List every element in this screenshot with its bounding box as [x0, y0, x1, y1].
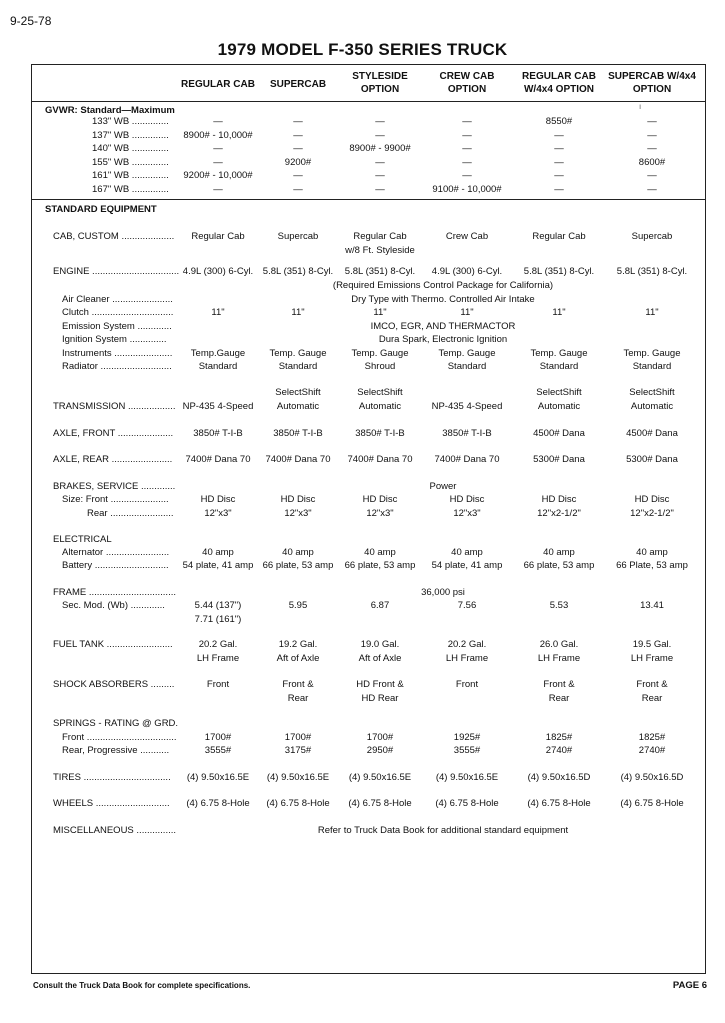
row-cell: 11": [460, 307, 474, 318]
row-cell: 12"x3": [366, 508, 394, 519]
row-cell: Automatic: [630, 401, 674, 412]
gvwr-cell: —: [462, 170, 472, 181]
row-cell: 54 plate, 41 amp: [431, 560, 503, 571]
row-cell: Front: [455, 679, 479, 690]
row-cell: 11": [552, 307, 566, 318]
gvwr-cell: —: [293, 170, 303, 181]
row-cell: 40 amp: [282, 547, 314, 558]
row-cell: 12"x2-1/2": [630, 508, 674, 519]
gvwr-row-label: 137" WB ..............: [92, 129, 169, 141]
row-cell: (4) 9.50x16.5E: [266, 772, 330, 783]
row-cell: (4) 6.75 8-Hole: [435, 798, 499, 809]
row-label: Size: Front ......................: [62, 494, 169, 505]
row-label: SHOCK ABSORBERS .........: [53, 679, 175, 690]
row-cell: 40 amp: [202, 547, 234, 558]
gvwr-cell: —: [375, 170, 385, 181]
row-cell: 5300# Dana: [533, 454, 585, 465]
gvwr-cell: —: [213, 183, 223, 195]
row-cell: (4) 9.50x16.5D: [527, 772, 591, 783]
row-cell: (4) 9.50x16.5E: [186, 772, 250, 783]
row-cell: 2740#: [638, 745, 666, 756]
row-cell: 12"x2-1/2": [537, 508, 581, 519]
gvwr-cell: 8600#: [638, 156, 666, 168]
row-cell: 54 plate, 41 amp: [182, 560, 254, 571]
row-label: Front ..................................: [62, 732, 177, 743]
row-cell: 1700#: [204, 732, 232, 743]
row-span-text: Refer to Truck Data Book for additional standard equipment: [317, 825, 569, 836]
row-cell: 3850# T-I-B: [193, 428, 243, 439]
gvwr-cell: 8900# - 9900#: [349, 143, 411, 154]
row-cell: 2740#: [545, 745, 573, 756]
row-cell: 5.8L (351) 8-Cyl.: [262, 266, 334, 277]
row-cell: (4) 9.50x16.5D: [620, 772, 684, 783]
row-cell: 3850# T-I-B: [442, 428, 492, 439]
row-label: Battery ............................: [62, 560, 169, 571]
gvwr-row-label: 133" WB ..............: [92, 116, 169, 127]
row-label: SPRINGS - RATING @ GRD.: [53, 718, 179, 729]
row-span-text: Power: [429, 481, 457, 492]
row-cell: HD Disc: [200, 494, 236, 505]
row-cell: Supercab: [277, 231, 319, 242]
row-label: Rear, Progressive ...........: [62, 745, 170, 756]
gvwr-cell: —: [293, 116, 303, 127]
gvwr-cell: 9200#: [284, 156, 312, 168]
row-cell: HD Disc: [449, 494, 485, 505]
row-cell: 7400# Dana 70: [347, 454, 413, 465]
row-cell: 12"x3": [453, 508, 481, 519]
row-cell: 7400# Dana 70: [265, 454, 331, 465]
row-cell: 13.41: [640, 600, 664, 611]
row-label: Alternator ........................: [62, 547, 170, 558]
column-header: REGULAR CAB: [181, 79, 255, 90]
row-cell: HD Front & HD Rear: [356, 679, 404, 704]
page-number: PAGE 6: [672, 980, 707, 991]
row-cell: 1700#: [284, 732, 312, 743]
column-header: CREW CAB OPTION: [439, 71, 495, 95]
row-cell: 40 amp: [364, 547, 396, 558]
row-label: Air Cleaner .......................: [62, 294, 173, 305]
row-label: Sec. Mod. (Wb) .............: [62, 600, 165, 611]
gvwr-cell: —: [647, 116, 657, 127]
row-cell: 7400# Dana 70: [185, 454, 251, 465]
row-cell: (4) 6.75 8-Hole: [186, 798, 250, 809]
page-title: 1979 MODEL F-350 SERIES TRUCK: [217, 40, 508, 59]
gvwr-divider: [31, 199, 706, 200]
row-cell: 1825#: [545, 732, 573, 743]
row-cell: 5.8L (351) 8-Cyl.: [523, 266, 595, 277]
row-cell: 40 amp: [636, 547, 668, 558]
row-cell: 26.0 Gal. LH Frame: [537, 639, 581, 664]
footer-note: Consult the Truck Data Book for complete specifications.: [33, 981, 251, 990]
row-cell: 11": [211, 307, 225, 318]
row-label: AXLE, REAR .......................: [53, 454, 173, 465]
gvwr-cell: —: [462, 143, 472, 154]
row-label: Clutch ...............................: [62, 307, 174, 318]
row-cell: 5.53: [549, 600, 569, 611]
row-cell: HD Disc: [362, 494, 398, 505]
column-header: SUPERCAB W/4x4 OPTION: [608, 71, 696, 95]
gvwr-cell: 9100# - 10,000#: [432, 183, 502, 195]
column-header: STYLESIDE OPTION: [352, 71, 408, 95]
row-cell: Automatic: [537, 401, 581, 412]
gvwr-cell: —: [462, 129, 472, 141]
gvwr-cell: —: [293, 143, 303, 154]
row-cell: Temp. Gauge: [438, 348, 496, 359]
row-span-text: (Required Emissions Control Package for California): [332, 280, 554, 291]
row-cell: 4.9L (300) 6-Cyl.: [431, 266, 503, 277]
row-cell: 4500# Dana: [626, 428, 678, 439]
row-cell: 7400# Dana 70: [434, 454, 500, 465]
row-cell: 20.2 Gal. LH Frame: [196, 639, 240, 664]
row-cell: Shroud: [364, 361, 396, 372]
row-label: BRAKES, SERVICE .............: [53, 481, 176, 492]
gvwr-cell: —: [554, 183, 564, 195]
row-label: Radiator ...........................: [62, 361, 172, 372]
row-label: CAB, CUSTOM ....................: [53, 231, 175, 242]
row-cell: 12"x3": [284, 508, 312, 519]
row-cell: Regular Cab w/8 Ft. Styleside: [345, 231, 415, 256]
gvwr-row-label: 167" WB ..............: [92, 183, 169, 195]
gvwr-cell: —: [554, 170, 564, 181]
gvwr-row-label: 161" WB ..............: [92, 170, 169, 181]
row-cell: Standard: [632, 361, 672, 372]
row-cell: (4) 6.75 8-Hole: [266, 798, 330, 809]
row-cell: 40 amp: [543, 547, 575, 558]
row-cell: Temp. Gauge: [351, 348, 409, 359]
row-cell: 3850# T-I-B: [273, 428, 323, 439]
gvwr-cell: —: [293, 129, 303, 141]
gvwr-cell: —: [375, 116, 385, 127]
row-cell: Crew Cab: [445, 231, 489, 242]
row-label: AXLE, FRONT .....................: [53, 428, 174, 439]
row-cell: HD Disc: [541, 494, 577, 505]
row-cell: 19.5 Gal. LH Frame: [630, 639, 674, 664]
gvwr-cell: —: [647, 129, 657, 141]
row-cell: (4) 6.75 8-Hole: [348, 798, 412, 809]
stray-mark: ı: [639, 102, 642, 111]
gvwr-cell: —: [554, 156, 564, 168]
row-cell: 6.87: [370, 600, 390, 611]
row-label: MISCELLANEOUS ...............: [53, 825, 177, 836]
row-cell: 19.0 Gal. Aft of Axle: [358, 639, 402, 664]
row-cell: Front & Rear: [636, 679, 668, 704]
gvwr-cell: —: [213, 156, 223, 168]
row-label: Ignition System ..............: [62, 334, 167, 345]
row-cell: Front & Rear: [543, 679, 575, 704]
row-cell: Supercab: [631, 231, 673, 242]
row-cell: 5.95: [288, 600, 308, 611]
row-cell: 66 plate, 53 amp: [344, 560, 416, 571]
row-cell: (4) 9.50x16.5E: [435, 772, 499, 783]
row-label: TIRES .................................: [53, 772, 171, 783]
row-cell: 19.2 Gal. Aft of Axle: [276, 639, 320, 664]
row-label: TRANSMISSION ..................: [53, 401, 176, 412]
row-cell: Standard: [198, 361, 238, 372]
row-cell: SelectShift: [536, 387, 582, 398]
gvwr-cell: —: [375, 129, 385, 141]
row-cell: 5.44 (137") 7.71 (161"): [194, 600, 242, 625]
row-cell: Automatic: [276, 401, 320, 412]
gvwr-cell: —: [647, 143, 657, 154]
row-cell: Standard: [539, 361, 579, 372]
row-cell: Standard: [278, 361, 318, 372]
row-cell: Front: [206, 679, 230, 690]
row-cell: Temp. Gauge: [530, 348, 588, 359]
row-cell: 66 plate, 53 amp: [262, 560, 334, 571]
row-cell: 11": [373, 307, 387, 318]
row-cell: SelectShift: [357, 387, 403, 398]
row-cell: (4) 9.50x16.5E: [348, 772, 412, 783]
row-cell: 66 plate, 53 amp: [523, 560, 595, 571]
row-cell: 4.9L (300) 6-Cyl.: [182, 266, 254, 277]
gvwr-cell: 8900# - 10,000#: [183, 129, 253, 141]
row-cell: 1825#: [638, 732, 666, 743]
column-header: REGULAR CAB W/4x4 OPTION: [522, 71, 596, 95]
row-cell: Standard: [447, 361, 487, 372]
row-cell: SelectShift: [629, 387, 675, 398]
document-date: 9-25-78: [10, 14, 52, 28]
row-cell: 40 amp: [451, 547, 483, 558]
row-label: FUEL TANK .........................: [53, 639, 173, 650]
row-cell: (4) 6.75 8-Hole: [527, 798, 591, 809]
row-span-text: Dura Spark, Electronic Ignition: [378, 334, 508, 345]
gvwr-row-label: 140" WB ..............: [92, 143, 169, 154]
gvwr-cell: —: [647, 183, 657, 195]
gvwr-cell: —: [554, 143, 564, 154]
row-cell: 11": [645, 307, 659, 318]
column-header: SUPERCAB: [269, 79, 327, 90]
row-label: Emission System .............: [62, 321, 172, 332]
row-cell: 1925#: [453, 732, 481, 743]
row-cell: 7.56: [457, 600, 477, 611]
gvwr-cell: —: [554, 129, 564, 141]
row-cell: Temp. Gauge: [623, 348, 681, 359]
row-cell: 3850# T-I-B: [355, 428, 405, 439]
row-cell: Front & Rear: [282, 679, 314, 704]
row-span-text: Dry Type with Thermo. Controlled Air Intake: [351, 294, 535, 305]
header-divider: [31, 101, 706, 102]
row-label: ELECTRICAL: [53, 534, 112, 545]
row-cell: 5300# Dana: [626, 454, 678, 465]
row-label: ENGINE .................................: [53, 266, 180, 277]
row-cell: NP-435 4-Speed: [431, 401, 503, 412]
gvwr-cell: —: [647, 170, 657, 181]
gvwr-row-label: 155" WB ..............: [92, 156, 169, 168]
row-cell: NP-435 4-Speed: [182, 401, 254, 412]
gvwr-cell: —: [462, 156, 472, 168]
gvwr-cell: 8550#: [545, 116, 573, 127]
row-cell: 11": [291, 307, 305, 318]
row-label: WHEELS ............................: [53, 798, 170, 809]
row-cell: 3175#: [284, 745, 312, 756]
row-cell: 2950#: [366, 745, 394, 756]
row-span-text: IMCO, EGR, AND THERMACTOR: [370, 321, 516, 332]
row-cell: 66 Plate, 53 amp: [616, 560, 688, 571]
gvwr-cell: —: [375, 183, 385, 195]
row-cell: 4500# Dana: [533, 428, 585, 439]
row-cell: 12"x3": [204, 508, 232, 519]
row-cell: 20.2 Gal. LH Frame: [445, 639, 489, 664]
row-cell: 5.8L (351) 8-Cyl.: [616, 266, 688, 277]
row-label: Rear ........................: [87, 508, 174, 519]
row-cell: 5.8L (351) 8-Cyl.: [344, 266, 416, 277]
gvwr-cell: 9200# - 10,000#: [183, 170, 253, 181]
gvwr-cell: —: [213, 116, 223, 127]
gvwr-cell: —: [462, 116, 472, 127]
row-cell: HD Disc: [634, 494, 670, 505]
gvwr-cell: —: [293, 183, 303, 195]
row-cell: SelectShift: [275, 387, 321, 398]
row-cell: Regular Cab: [532, 231, 586, 242]
row-cell: Temp. Gauge: [269, 348, 327, 359]
row-cell: 1700#: [366, 732, 394, 743]
row-cell: (4) 6.75 8-Hole: [620, 798, 684, 809]
row-cell: Temp.Gauge: [190, 348, 246, 359]
row-cell: Automatic: [358, 401, 402, 412]
row-label: FRAME .................................: [53, 587, 176, 598]
standard-equipment-label: STANDARD EQUIPMENT: [45, 204, 157, 215]
row-label: Instruments ......................: [62, 348, 173, 359]
row-cell: HD Disc: [280, 494, 316, 505]
row-cell: Regular Cab: [191, 231, 245, 242]
row-span-text: 36,000 psi: [421, 587, 465, 598]
row-cell: 3555#: [453, 745, 481, 756]
row-cell: 3555#: [204, 745, 232, 756]
gvwr-cell: —: [213, 143, 223, 154]
gvwr-label: GVWR: Standard—Maximum: [45, 105, 175, 116]
gvwr-cell: —: [375, 156, 385, 168]
